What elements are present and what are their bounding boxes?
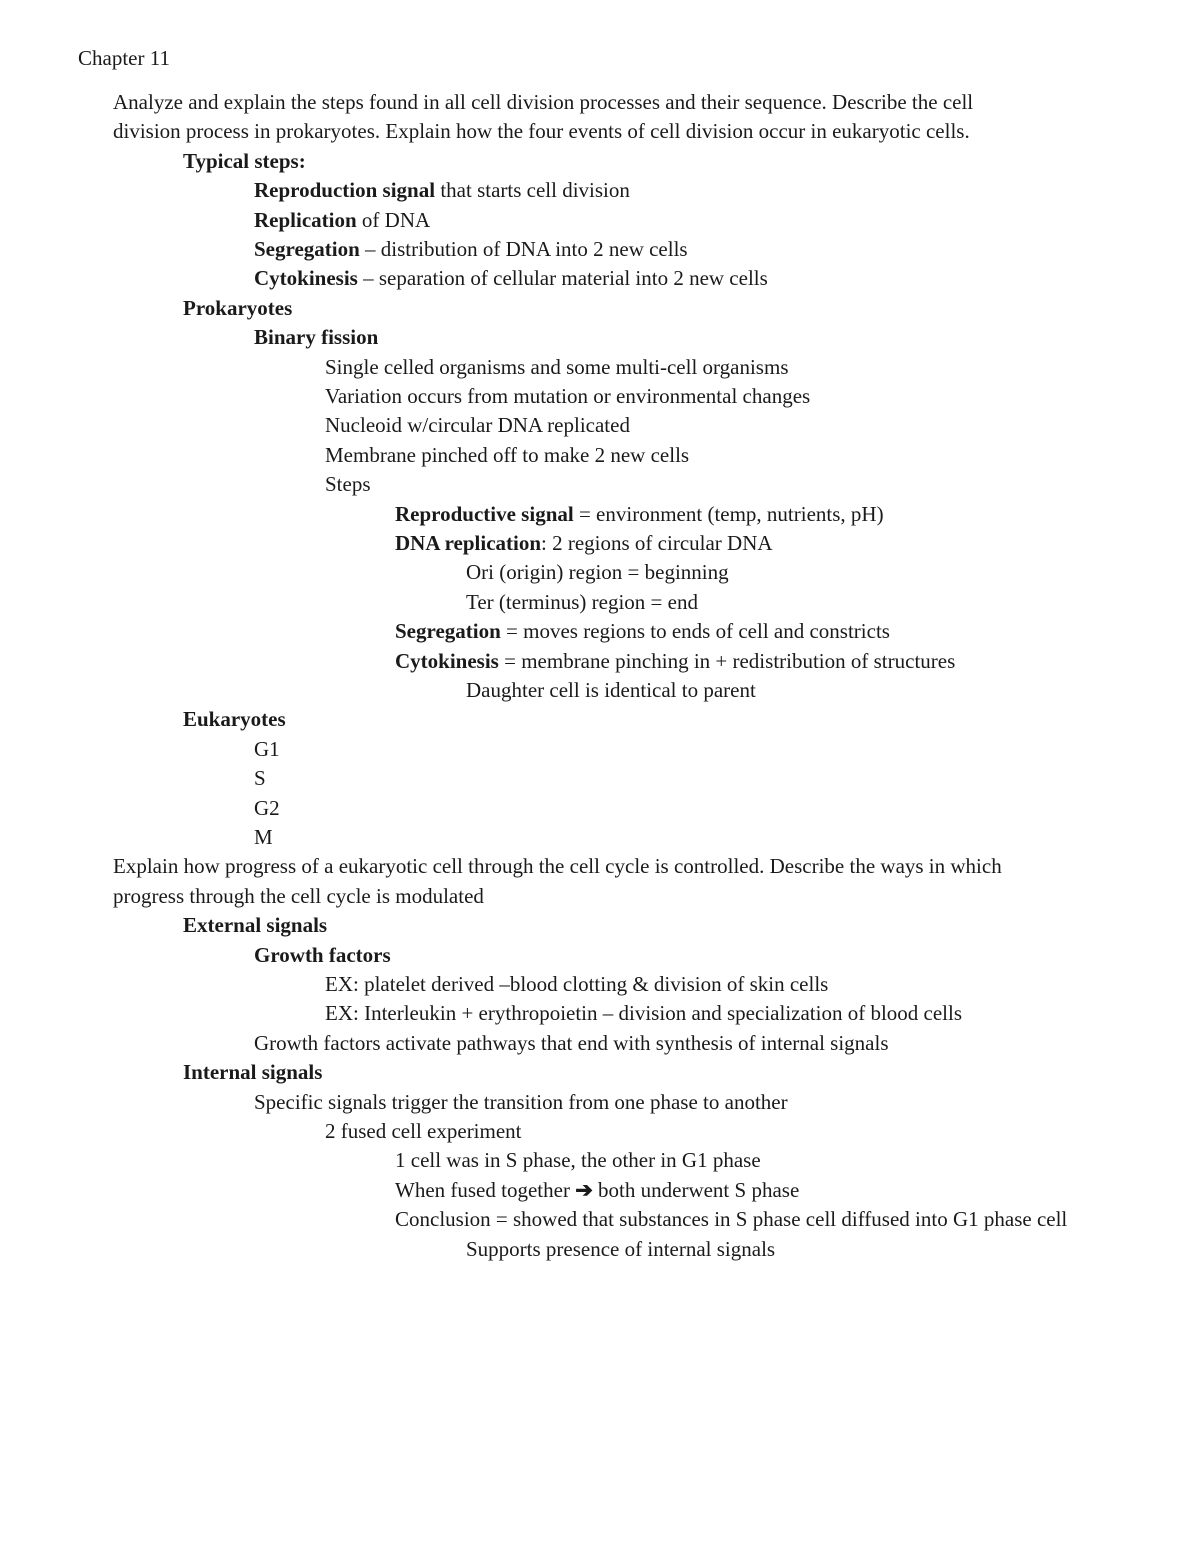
item-text [395, 617, 890, 646]
item-text [113, 117, 970, 146]
bold-term: Replication [254, 207, 357, 232]
item-text [254, 206, 430, 235]
text-run: Ori (origin) region = beginning [466, 560, 729, 585]
text-run: EX: Interleukin + erythropoietin – division and specialization of blood cells [325, 1001, 963, 1026]
item-text [113, 882, 484, 911]
text-run: G2 [254, 795, 280, 820]
bold-term: DNA replication [395, 531, 542, 555]
text-run: Nucleoid w/circular DNA replicated [325, 413, 630, 438]
text-run: = moves regions to ends of cell and constricts [500, 619, 890, 644]
item-text [254, 823, 273, 852]
item-text [254, 735, 280, 764]
bold-term: External signals [183, 913, 328, 938]
text-run: = environment (temp, nutrients, pH) [573, 501, 884, 526]
text-run: Conclusion = showed that substances in S phase cell diffused into G1 phase cell [395, 1207, 1068, 1232]
item-text [466, 558, 729, 587]
item-text [183, 1058, 322, 1087]
page-title: Chapter 11 [78, 46, 170, 70]
text-run: : 2 regions of circular DNA [541, 531, 773, 555]
text-run: Supports presence of internal signals [466, 1236, 776, 1261]
item-text [113, 88, 973, 117]
text-run: Growth factors activate pathways that end with synthesis of internal signals [254, 1030, 889, 1055]
item-text [395, 500, 884, 529]
bold-term: Reproduction signal [254, 178, 436, 203]
bold-term: Growth factors [254, 942, 391, 967]
text-run: When fused together [395, 1177, 576, 1202]
item-text [254, 1088, 788, 1117]
text-run: Ter (terminus) region = end [466, 589, 698, 614]
item-text [183, 705, 286, 734]
bold-term: Internal signals [183, 1060, 323, 1085]
item-text [183, 911, 327, 940]
item-text [254, 235, 688, 264]
text-run: Daughter cell is identical to parent [466, 678, 756, 702]
item-text [254, 941, 391, 970]
text-run: Single celled organisms and some multi-cell organisms [325, 354, 789, 379]
item-text [325, 470, 371, 499]
text-run: Analyze and explain the steps found in all cell division processes and their sequence. Describe the cell [113, 90, 974, 114]
item-text [325, 970, 828, 999]
text-run: Specific signals trigger the transition from one phase to another [254, 1089, 788, 1114]
bold-term: Eukaryotes [183, 707, 286, 732]
item-text [254, 1029, 889, 1058]
text-run: Explain how progress of a eukaryotic cell through the cell cycle is controlled. Describe the ways in which [113, 854, 1002, 879]
item-text [183, 147, 306, 176]
item-text [466, 1235, 775, 1264]
text-run: Variation occurs from mutation or environmental changes [325, 384, 811, 408]
bold-term: ➔ [575, 1177, 593, 1202]
bold-term: Segregation [254, 237, 360, 261]
item-text [325, 353, 789, 382]
bold-term: Binary fission [254, 325, 379, 350]
text-run: Steps [325, 472, 371, 497]
item-text [395, 1146, 761, 1175]
text-run: – distribution of DNA into 2 new cells [359, 237, 688, 261]
text-run: = membrane pinching in + redistribution of structures [498, 648, 956, 673]
text-run: both underwent S phase [592, 1177, 800, 1202]
item-text [466, 676, 756, 705]
item-text [325, 1117, 522, 1146]
text-run: – separation of cellular material into 2 new cells [357, 266, 768, 291]
item-text [183, 294, 292, 323]
item-text [254, 264, 768, 293]
item-text [395, 1205, 1067, 1234]
item-text [325, 382, 810, 411]
text-run: G1 [254, 736, 280, 761]
text-run: 1 cell was in S phase, the other in G1 phase [395, 1148, 761, 1173]
text-run: that starts cell division [435, 178, 630, 203]
bold-term: Prokaryotes [183, 295, 293, 320]
bold-term: Segregation [395, 619, 501, 644]
bold-term: Cytokinesis [395, 648, 499, 673]
text-run: S [254, 766, 266, 791]
item-text [325, 411, 630, 440]
bold-term: Typical steps: [183, 148, 306, 173]
text-run: EX: platelet derived –blood clotting & division of skin cells [325, 972, 829, 996]
item-text [395, 647, 955, 676]
item-text [395, 1176, 799, 1205]
bold-term: Reproductive signal [395, 501, 574, 526]
bold-term: Cytokinesis [254, 266, 358, 291]
item-text [325, 441, 689, 470]
item-text [254, 764, 266, 793]
item-text [254, 323, 378, 352]
text-run: of DNA [356, 207, 431, 232]
item-text [113, 852, 1002, 881]
item-text [254, 794, 280, 823]
text-run: Membrane pinched off to make 2 new cells [325, 442, 690, 467]
item-text [254, 176, 630, 205]
item-text [466, 588, 698, 617]
item-text [325, 999, 962, 1028]
text-run: M [254, 825, 273, 849]
text-run: division process in prokaryotes. Explain how the four events of cell division occur in eukaryotic cells. [113, 119, 970, 144]
item-text [395, 529, 773, 558]
text-run: progress through the cell cycle is modulated [113, 883, 484, 908]
text-run: 2 fused cell experiment [325, 1119, 522, 1143]
